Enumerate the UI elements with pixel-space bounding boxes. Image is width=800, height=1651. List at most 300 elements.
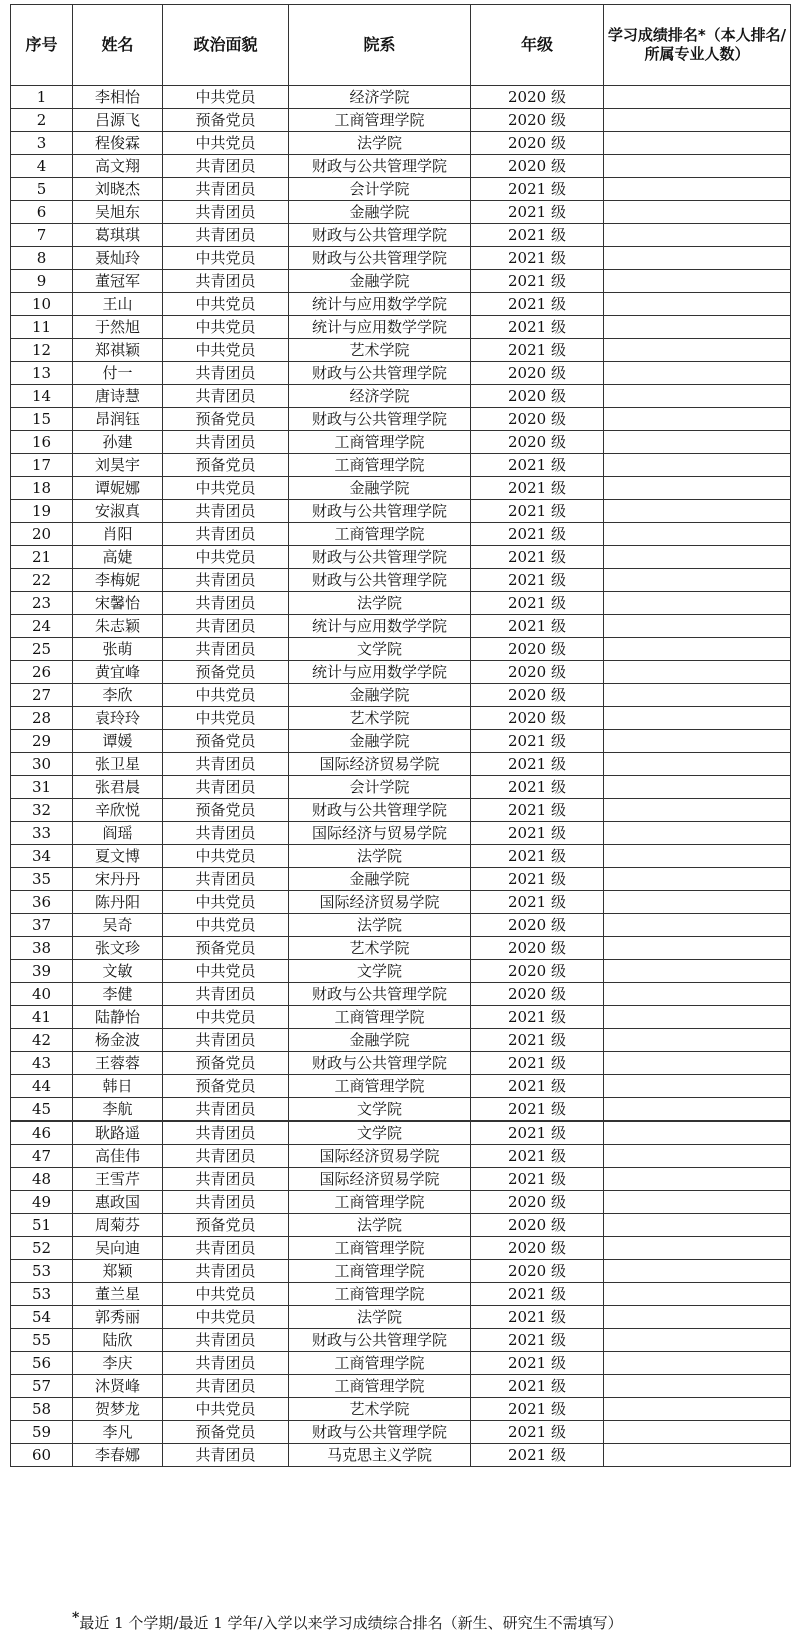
cell-seq: 13: [11, 362, 73, 385]
cell-grade: 2021 级: [471, 1006, 604, 1029]
table-row: [11, 868, 791, 891]
cell-academic-rank: [604, 1352, 791, 1375]
cell-grade: 2020 级: [471, 661, 604, 684]
cell-name: 高佳伟: [73, 1145, 163, 1168]
cell-seq: 21: [11, 546, 73, 569]
cell-grade: 2021 级: [471, 1398, 604, 1421]
cell-political-status: 共青团员: [163, 155, 289, 178]
cell-academic-rank: [604, 477, 791, 500]
cell-college: 金融学院: [289, 684, 471, 707]
cell-college: 会计学院: [289, 178, 471, 201]
table-row: [11, 1421, 791, 1444]
table-row: [11, 684, 791, 707]
table-row: [11, 730, 791, 753]
cell-college: 工商管理学院: [289, 454, 471, 477]
cell-name: 耿路遥: [73, 1121, 163, 1145]
cell-grade: 2021 级: [471, 1098, 604, 1122]
cell-college: 财政与公共管理学院: [289, 546, 471, 569]
cell-seq: 4: [11, 155, 73, 178]
table-row: [11, 1075, 791, 1098]
cell-grade: 2021 级: [471, 477, 604, 500]
cell-seq: 58: [11, 1398, 73, 1421]
cell-name: 聂灿玲: [73, 247, 163, 270]
cell-academic-rank: [604, 523, 791, 546]
cell-grade: 2021 级: [471, 1145, 604, 1168]
cell-college: 国际经济贸易学院: [289, 1145, 471, 1168]
cell-name: 张君晨: [73, 776, 163, 799]
cell-college: 金融学院: [289, 201, 471, 224]
cell-college: 工商管理学院: [289, 1075, 471, 1098]
cell-name: 谭妮娜: [73, 477, 163, 500]
cell-political-status: 共青团员: [163, 1375, 289, 1398]
cell-seq: 32: [11, 799, 73, 822]
cell-seq: 34: [11, 845, 73, 868]
cell-grade: 2020 级: [471, 1214, 604, 1237]
cell-academic-rank: [604, 1375, 791, 1398]
cell-name: 高文翔: [73, 155, 163, 178]
cell-name: 吴旭东: [73, 201, 163, 224]
cell-academic-rank: [604, 316, 791, 339]
cell-grade: 2021 级: [471, 1329, 604, 1352]
cell-name: 王蓉蓉: [73, 1052, 163, 1075]
cell-political-status: 共青团员: [163, 178, 289, 201]
table-row: [11, 1260, 791, 1283]
cell-college: 文学院: [289, 1121, 471, 1145]
cell-name: 刘昊宇: [73, 454, 163, 477]
cell-college: 文学院: [289, 960, 471, 983]
cell-name: 昂润钰: [73, 408, 163, 431]
cell-name: 文敏: [73, 960, 163, 983]
cell-political-status: 共青团员: [163, 638, 289, 661]
cell-college: 国际经济贸易学院: [289, 753, 471, 776]
cell-name: 葛琪琪: [73, 224, 163, 247]
cell-college: 财政与公共管理学院: [289, 799, 471, 822]
cell-academic-rank: [604, 1260, 791, 1283]
cell-academic-rank: [604, 1191, 791, 1214]
cell-seq: 7: [11, 224, 73, 247]
cell-academic-rank: [604, 684, 791, 707]
cell-political-status: 中共党员: [163, 684, 289, 707]
cell-political-status: 共青团员: [163, 822, 289, 845]
cell-grade: 2021 级: [471, 339, 604, 362]
cell-grade: 2021 级: [471, 454, 604, 477]
cell-seq: 30: [11, 753, 73, 776]
cell-name: 付一: [73, 362, 163, 385]
table-row: [11, 845, 791, 868]
cell-seq: 15: [11, 408, 73, 431]
table-row: [11, 500, 791, 523]
cell-academic-rank: [604, 960, 791, 983]
cell-political-status: 共青团员: [163, 1029, 289, 1052]
cell-academic-rank: [604, 615, 791, 638]
cell-seq: 57: [11, 1375, 73, 1398]
cell-academic-rank: [604, 1398, 791, 1421]
cell-name: 李航: [73, 1098, 163, 1122]
cell-college: 工商管理学院: [289, 523, 471, 546]
cell-college: 财政与公共管理学院: [289, 362, 471, 385]
cell-academic-rank: [604, 109, 791, 132]
cell-academic-rank: [604, 1098, 791, 1122]
cell-political-status: 预备党员: [163, 661, 289, 684]
cell-grade: 2021 级: [471, 1375, 604, 1398]
cell-grade: 2020 级: [471, 914, 604, 937]
cell-grade: 2021 级: [471, 293, 604, 316]
cell-grade: 2021 级: [471, 316, 604, 339]
cell-name: 李梅妮: [73, 569, 163, 592]
cell-seq: 20: [11, 523, 73, 546]
cell-college: 经济学院: [289, 86, 471, 109]
table-row: [11, 822, 791, 845]
cell-name: 郭秀丽: [73, 1306, 163, 1329]
cell-grade: 2021 级: [471, 592, 604, 615]
table-row: [11, 661, 791, 684]
cell-seq: 18: [11, 477, 73, 500]
cell-political-status: 中共党员: [163, 132, 289, 155]
cell-college: 法学院: [289, 1214, 471, 1237]
cell-grade: 2021 级: [471, 799, 604, 822]
table-row: [11, 155, 791, 178]
cell-academic-rank: [604, 592, 791, 615]
cell-seq: 5: [11, 178, 73, 201]
cell-academic-rank: [604, 224, 791, 247]
cell-seq: 14: [11, 385, 73, 408]
cell-college: 文学院: [289, 638, 471, 661]
cell-seq: 19: [11, 500, 73, 523]
cell-seq: 39: [11, 960, 73, 983]
cell-college: 国际经济贸易学院: [289, 891, 471, 914]
cell-seq: 22: [11, 569, 73, 592]
table-row: [11, 293, 791, 316]
cell-name: 沐贤峰: [73, 1375, 163, 1398]
cell-seq: 54: [11, 1306, 73, 1329]
cell-political-status: 共青团员: [163, 1145, 289, 1168]
cell-grade: 2020 级: [471, 431, 604, 454]
cell-political-status: 共青团员: [163, 983, 289, 1006]
cell-seq: 42: [11, 1029, 73, 1052]
cell-college: 财政与公共管理学院: [289, 408, 471, 431]
cell-political-status: 中共党员: [163, 546, 289, 569]
cell-political-status: 预备党员: [163, 1421, 289, 1444]
cell-political-status: 中共党员: [163, 339, 289, 362]
cell-name: 唐诗慧: [73, 385, 163, 408]
cell-grade: 2021 级: [471, 1121, 604, 1145]
cell-seq: 31: [11, 776, 73, 799]
cell-name: 高婕: [73, 546, 163, 569]
cell-academic-rank: [604, 776, 791, 799]
table-row: [11, 1145, 791, 1168]
table-row: [11, 1121, 791, 1145]
cell-political-status: 共青团员: [163, 776, 289, 799]
cell-academic-rank: [604, 247, 791, 270]
cell-political-status: 中共党员: [163, 1283, 289, 1306]
cell-college: 统计与应用数学学院: [289, 615, 471, 638]
cell-academic-rank: [604, 201, 791, 224]
cell-college: 工商管理学院: [289, 1375, 471, 1398]
table-row: [11, 523, 791, 546]
header-political-status: 政治面貌: [163, 5, 289, 86]
cell-seq: 17: [11, 454, 73, 477]
cell-seq: 47: [11, 1145, 73, 1168]
cell-name: 黄宜峰: [73, 661, 163, 684]
cell-college: 会计学院: [289, 776, 471, 799]
cell-grade: 2020 级: [471, 408, 604, 431]
table-row: [11, 1191, 791, 1214]
cell-grade: 2020 级: [471, 638, 604, 661]
cell-political-status: 共青团员: [163, 431, 289, 454]
cell-name: 吴向迪: [73, 1237, 163, 1260]
cell-name: 陈丹阳: [73, 891, 163, 914]
cell-academic-rank: [604, 454, 791, 477]
cell-grade: 2021 级: [471, 776, 604, 799]
cell-college: 艺术学院: [289, 707, 471, 730]
cell-name: 吴奇: [73, 914, 163, 937]
table-row: [11, 753, 791, 776]
table-row: [11, 1168, 791, 1191]
cell-political-status: 共青团员: [163, 270, 289, 293]
table-row: [11, 1214, 791, 1237]
cell-political-status: 中共党员: [163, 1306, 289, 1329]
footnote-text: 最近 1 个学期/最近 1 学年/入学以来学习成绩综合排名（新生、研究生不需填写）: [79, 1614, 623, 1632]
cell-grade: 2021 级: [471, 270, 604, 293]
cell-college: 国际经济贸易学院: [289, 1168, 471, 1191]
table-row: [11, 546, 791, 569]
cell-political-status: 预备党员: [163, 937, 289, 960]
cell-political-status: 预备党员: [163, 109, 289, 132]
cell-seq: 38: [11, 937, 73, 960]
cell-seq: 55: [11, 1329, 73, 1352]
cell-political-status: 共青团员: [163, 1444, 289, 1467]
cell-grade: 2020 级: [471, 132, 604, 155]
cell-seq: 40: [11, 983, 73, 1006]
cell-seq: 11: [11, 316, 73, 339]
cell-academic-rank: [604, 753, 791, 776]
cell-academic-rank: [604, 891, 791, 914]
cell-academic-rank: [604, 937, 791, 960]
cell-name: 王雪芹: [73, 1168, 163, 1191]
cell-grade: 2020 级: [471, 385, 604, 408]
cell-college: 经济学院: [289, 385, 471, 408]
cell-college: 统计与应用数学学院: [289, 661, 471, 684]
cell-seq: 25: [11, 638, 73, 661]
cell-seq: 46: [11, 1121, 73, 1145]
table-row: [11, 1329, 791, 1352]
cell-seq: 60: [11, 1444, 73, 1467]
cell-seq: 16: [11, 431, 73, 454]
cell-name: 朱志颖: [73, 615, 163, 638]
cell-political-status: 预备党员: [163, 1075, 289, 1098]
cell-grade: 2021 级: [471, 891, 604, 914]
cell-political-status: 中共党员: [163, 891, 289, 914]
cell-name: 惠政国: [73, 1191, 163, 1214]
cell-academic-rank: [604, 431, 791, 454]
table-row: [11, 1006, 791, 1029]
cell-college: 财政与公共管理学院: [289, 983, 471, 1006]
cell-grade: 2020 级: [471, 362, 604, 385]
cell-academic-rank: [604, 707, 791, 730]
cell-college: 统计与应用数学学院: [289, 316, 471, 339]
header-academic-rank: 学习成绩排名*（本人排名/所属专业人数）: [604, 5, 791, 86]
cell-name: 郑颖: [73, 1260, 163, 1283]
cell-name: 周菊芬: [73, 1214, 163, 1237]
table-row: [11, 270, 791, 293]
cell-political-status: 共青团员: [163, 500, 289, 523]
cell-academic-rank: [604, 845, 791, 868]
cell-seq: 41: [11, 1006, 73, 1029]
cell-college: 财政与公共管理学院: [289, 1329, 471, 1352]
cell-college: 工商管理学院: [289, 1006, 471, 1029]
table-row: [11, 178, 791, 201]
table-row: [11, 224, 791, 247]
cell-political-status: 预备党员: [163, 408, 289, 431]
cell-name: 李健: [73, 983, 163, 1006]
footnote-asterisk: *: [72, 1610, 80, 1626]
cell-grade: 2021 级: [471, 730, 604, 753]
cell-college: 艺术学院: [289, 339, 471, 362]
cell-seq: 2: [11, 109, 73, 132]
cell-academic-rank: [604, 385, 791, 408]
cell-seq: 27: [11, 684, 73, 707]
cell-grade: 2021 级: [471, 615, 604, 638]
cell-political-status: 预备党员: [163, 1052, 289, 1075]
cell-grade: 2021 级: [471, 1052, 604, 1075]
cell-academic-rank: [604, 1444, 791, 1467]
cell-academic-rank: [604, 1237, 791, 1260]
cell-name: 董兰星: [73, 1283, 163, 1306]
cell-academic-rank: [604, 362, 791, 385]
cell-grade: 2021 级: [471, 546, 604, 569]
cell-political-status: 共青团员: [163, 569, 289, 592]
table-row: [11, 1306, 791, 1329]
cell-college: 法学院: [289, 592, 471, 615]
cell-grade: 2021 级: [471, 1029, 604, 1052]
cell-academic-rank: [604, 1006, 791, 1029]
cell-grade: 2021 级: [471, 1352, 604, 1375]
cell-college: 马克思主义学院: [289, 1444, 471, 1467]
cell-college: 工商管理学院: [289, 1191, 471, 1214]
cell-grade: 2020 级: [471, 960, 604, 983]
cell-seq: 59: [11, 1421, 73, 1444]
cell-college: 法学院: [289, 1306, 471, 1329]
cell-seq: 52: [11, 1237, 73, 1260]
cell-political-status: 共青团员: [163, 362, 289, 385]
table-row: [11, 960, 791, 983]
cell-college: 金融学院: [289, 270, 471, 293]
table-row: [11, 408, 791, 431]
cell-grade: 2021 级: [471, 523, 604, 546]
cell-grade: 2021 级: [471, 868, 604, 891]
cell-political-status: 共青团员: [163, 385, 289, 408]
cell-academic-rank: [604, 661, 791, 684]
cell-grade: 2020 级: [471, 937, 604, 960]
cell-academic-rank: [604, 132, 791, 155]
cell-name: 张萌: [73, 638, 163, 661]
cell-name: 王山: [73, 293, 163, 316]
cell-name: 张文珍: [73, 937, 163, 960]
cell-college: 工商管理学院: [289, 431, 471, 454]
table-row: [11, 1052, 791, 1075]
table-row: [11, 86, 791, 109]
cell-college: 财政与公共管理学院: [289, 1421, 471, 1444]
cell-political-status: 中共党员: [163, 707, 289, 730]
cell-grade: 2020 级: [471, 1237, 604, 1260]
cell-political-status: 预备党员: [163, 799, 289, 822]
cell-name: 董冠军: [73, 270, 163, 293]
cell-name: 张卫星: [73, 753, 163, 776]
cell-academic-rank: [604, 500, 791, 523]
cell-college: 金融学院: [289, 1029, 471, 1052]
cell-seq: 26: [11, 661, 73, 684]
cell-seq: 6: [11, 201, 73, 224]
cell-seq: 49: [11, 1191, 73, 1214]
table-row: [11, 201, 791, 224]
cell-seq: 44: [11, 1075, 73, 1098]
table-row: [11, 1375, 791, 1398]
table-row: [11, 638, 791, 661]
cell-academic-rank: [604, 1052, 791, 1075]
table-row: [11, 776, 791, 799]
cell-grade: 2021 级: [471, 753, 604, 776]
cell-grade: 2021 级: [471, 224, 604, 247]
cell-college: 法学院: [289, 132, 471, 155]
cell-seq: 53: [11, 1260, 73, 1283]
cell-grade: 2021 级: [471, 201, 604, 224]
cell-academic-rank: [604, 983, 791, 1006]
cell-college: 文学院: [289, 1098, 471, 1122]
cell-academic-rank: [604, 799, 791, 822]
cell-academic-rank: [604, 1075, 791, 1098]
table-row: [11, 592, 791, 615]
cell-name: 刘晓杰: [73, 178, 163, 201]
cell-name: 李春娜: [73, 1444, 163, 1467]
cell-college: 工商管理学院: [289, 1283, 471, 1306]
footnote: [72, 1610, 623, 1633]
cell-college: 工商管理学院: [289, 1352, 471, 1375]
cell-seq: 28: [11, 707, 73, 730]
cell-political-status: 中共党员: [163, 293, 289, 316]
cell-seq: 1: [11, 86, 73, 109]
cell-academic-rank: [604, 638, 791, 661]
cell-name: 李凡: [73, 1421, 163, 1444]
cell-academic-rank: [604, 86, 791, 109]
cell-seq: 3: [11, 132, 73, 155]
cell-grade: 2021 级: [471, 178, 604, 201]
cell-grade: 2021 级: [471, 1421, 604, 1444]
table-row: [11, 385, 791, 408]
cell-academic-rank: [604, 1029, 791, 1052]
cell-seq: 23: [11, 592, 73, 615]
cell-seq: 9: [11, 270, 73, 293]
cell-name: 贺梦龙: [73, 1398, 163, 1421]
table-row: [11, 431, 791, 454]
cell-name: 郑祺颖: [73, 339, 163, 362]
cell-seq: 33: [11, 822, 73, 845]
cell-college: 金融学院: [289, 477, 471, 500]
cell-grade: 2020 级: [471, 1260, 604, 1283]
table-row: [11, 615, 791, 638]
cell-political-status: 中共党员: [163, 1006, 289, 1029]
table-row: [11, 1029, 791, 1052]
cell-academic-rank: [604, 1168, 791, 1191]
cell-name: 于然旭: [73, 316, 163, 339]
cell-grade: 2021 级: [471, 1168, 604, 1191]
cell-academic-rank: [604, 914, 791, 937]
table-row: [11, 937, 791, 960]
cell-political-status: 预备党员: [163, 1214, 289, 1237]
cell-college: 工商管理学院: [289, 1237, 471, 1260]
cell-college: 艺术学院: [289, 1398, 471, 1421]
table-row: [11, 362, 791, 385]
table-row: [11, 569, 791, 592]
